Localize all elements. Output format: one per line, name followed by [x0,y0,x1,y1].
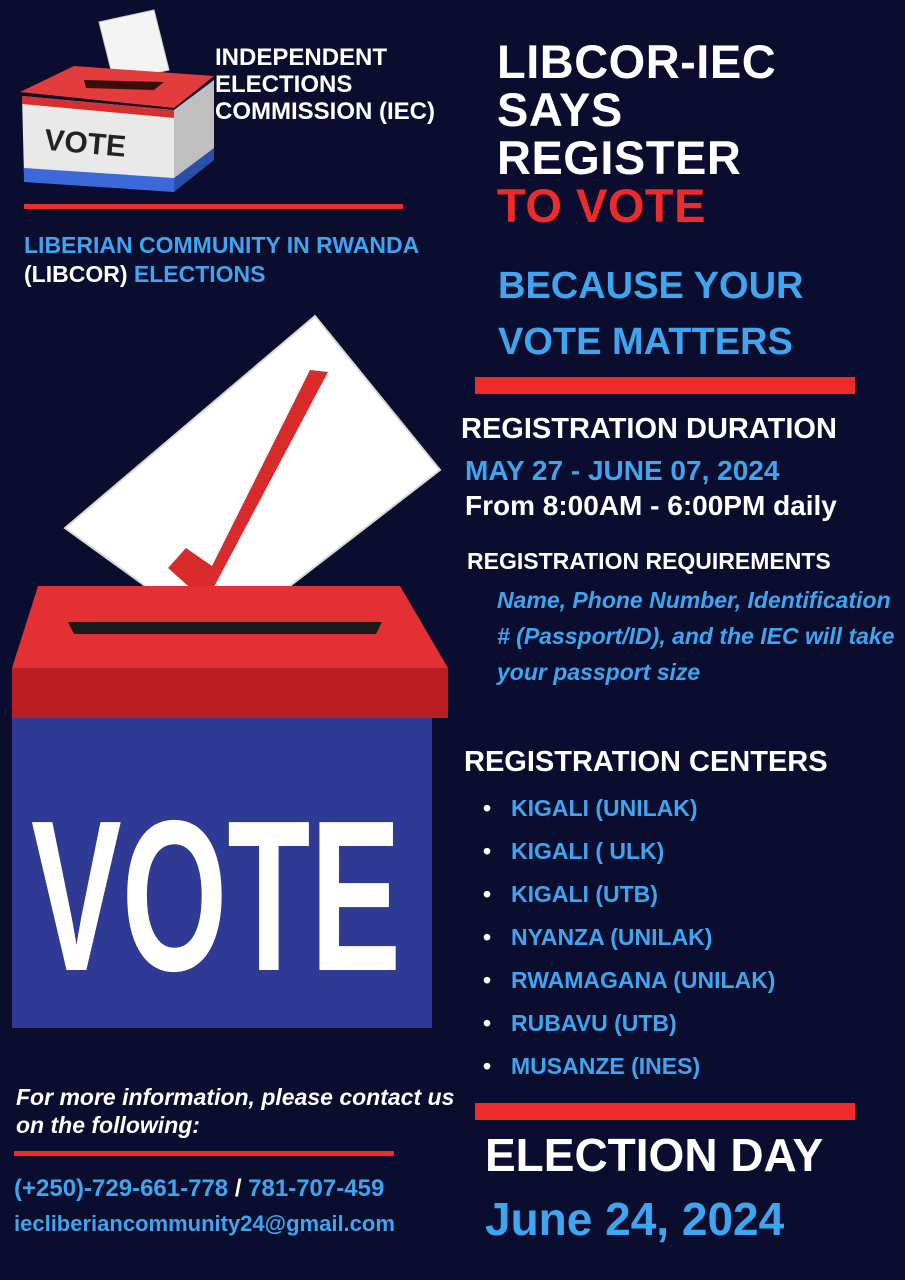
small-ballot-box-icon [14,8,216,198]
center-label: MUSANZE (INES) [511,1053,701,1079]
event-title-part-3: ELECTIONS [133,261,266,287]
election-day-title: ELECTION DAY [485,1129,824,1181]
registration-hours: From 8:00AM - 6:00PM daily [465,490,837,521]
bullet-icon: • [483,1053,492,1079]
center-label: KIGALI (UNILAK) [511,795,698,821]
bullet-icon: • [483,838,492,864]
contact-email[interactable]: iecliberiancommunity24@gmail.com [14,1211,395,1236]
headline-line-3: REGISTER [497,131,742,184]
registration-duration-title: REGISTRATION DURATION [461,413,837,445]
election-day-date: June 24, 2024 [485,1193,785,1245]
event-title [24,231,494,289]
bullet-icon: • [483,881,492,907]
center-item [483,1048,775,1091]
registration-centers-list [483,790,775,1091]
headline-line-2: SAYS [497,83,623,136]
divider-right-upper [475,377,855,394]
contact-intro: For more information, please contact us on the following: [16,1084,455,1138]
center-item [483,962,775,1005]
center-label: KIGALI (UTB) [511,881,658,907]
divider-right-lower [475,1103,855,1120]
bullet-icon: • [483,1010,492,1036]
tagline-line-1: BECAUSE YOUR [498,265,804,307]
headline [497,35,777,232]
center-label: RWAMAGANA (UNILAK) [511,967,776,993]
commission-name: INDEPENDENT ELECTIONS COMMISSION (IEC) [215,44,435,125]
tagline-line-2: VOTE MATTERS [498,321,793,363]
phone-separator: / [234,1175,242,1202]
registration-requirements-text: Name, Phone Number, Identification # (Passport/ID), and the IEC will take your passport size [497,587,895,685]
large-ballot-box-icon [10,310,450,1030]
large-box-label: VOTE [31,775,401,1016]
phone-number-2[interactable]: 781-707-459 [248,1175,385,1202]
event-title-part-1: LIBERIAN COMMUNITY IN RWANDA [24,232,419,258]
bullet-icon: • [483,795,492,821]
registration-dates: MAY 27 - JUNE 07, 2024 [465,455,780,486]
headline-line-1: LIBCOR-IEC [497,35,777,88]
bullet-icon: • [483,967,492,993]
divider-top-left [24,204,403,209]
event-title-part-2: (LIBCOR) [24,261,128,287]
center-label: NYANZA (UNILAK) [511,924,713,950]
phone-number-1[interactable]: (+250)-729-661-778 [14,1175,229,1202]
center-item [483,876,775,919]
headline-line-4: TO VOTE [497,179,706,232]
small-box-label: VOTE [43,123,128,164]
registration-centers-title: REGISTRATION CENTERS [464,746,828,778]
registration-requirements-title: REGISTRATION REQUIREMENTS [467,548,831,574]
center-item [483,833,775,876]
center-item [483,919,775,962]
center-label: KIGALI ( ULK) [511,838,665,864]
contact-phones [14,1175,384,1203]
divider-contact [14,1151,394,1156]
center-label: RUBAVU (UTB) [511,1010,677,1036]
center-item [483,1005,775,1048]
tagline [498,258,803,370]
bullet-icon: • [483,924,492,950]
center-item [483,790,775,833]
